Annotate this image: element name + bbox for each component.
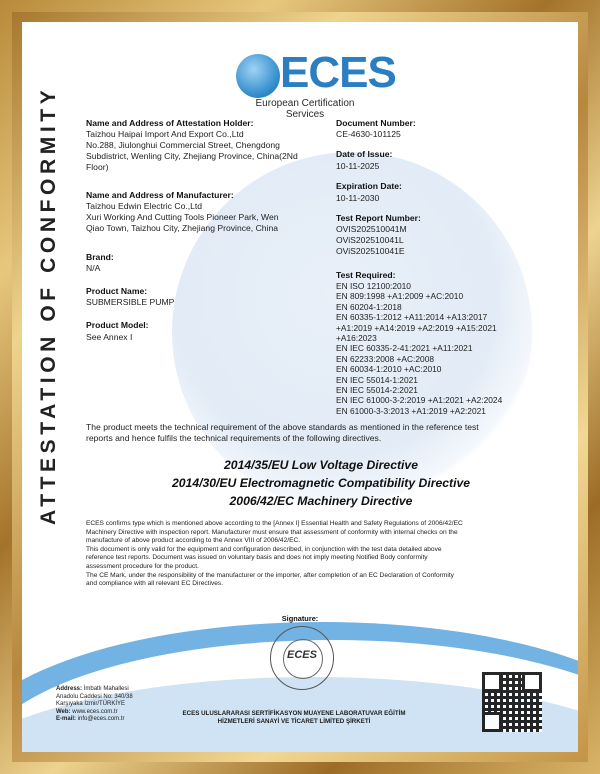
manufacturer-address (86, 201, 279, 234)
company-footer (126, 710, 462, 726)
address-line: Karşıyaka İzmir/TÜRKİYE (56, 701, 126, 708)
email-link[interactable]: info@eces.com.tr (77, 716, 125, 723)
test-report-number: OViS202510041E (336, 246, 405, 256)
holder-line: Taizhou Haipai Import And Export Co.,Ltd (86, 129, 244, 139)
standard-item: EN ISO 12100:2010 (336, 281, 411, 291)
holder-line: Floor) (86, 162, 109, 172)
test-report-number: OViS202510041L (336, 235, 404, 245)
stamp-text: ECES (287, 649, 317, 661)
holder-address (86, 129, 298, 173)
test-report-label: Test Report Number: (336, 213, 421, 223)
manufacturer-line: Xuri Working And Cutting Tools Pioneer Park, Wen (86, 212, 279, 222)
qr-finder (482, 712, 502, 732)
fine-print-line: assessment procedure for the product. (86, 562, 199, 570)
signature-label: Signature: (281, 614, 319, 623)
standard-item: EN IEC 61000-3-2:2019 +A1:2021 +A2:2024 (336, 395, 503, 406)
directive-emc: 2014/30/EU Electromagnetic Compatibility Directive (171, 476, 471, 490)
product-model-value: See Annex I (86, 332, 133, 342)
standard-item: EN 809:1998 +A1:2009 +AC:2010 (336, 291, 464, 302)
standard-item: EN 60335-1:2012 +A11:2014 +A13:2017 (336, 312, 488, 323)
footer-line: HİZMETLERİ SANAYİ VE TİCARET LİMİTED ŞİRKETİ (217, 718, 371, 725)
statement-line: The product meets the technical requirement of the above standards as mentioned in the reference test (86, 422, 479, 432)
test-report-values (336, 224, 407, 257)
manufacturer-line: Qiao Town, Taizhou City, Zhejiang Province, China (86, 223, 279, 233)
web-link[interactable]: www.eces.com.tr (72, 708, 118, 715)
qr-code (482, 672, 542, 732)
fine-print-line: and compliance with all relevant EC Directives. (86, 580, 224, 588)
standard-item: EN 60034-1:2010 +AC:2010 (336, 364, 442, 375)
expiration-date-value: 10-11-2030 (336, 193, 380, 203)
fine-print-line: reference test reports. Document was issued on voluntary basis and does not imply meeting Notified Body conformity (86, 554, 428, 562)
address-line: İmbatlı Mahallesi (83, 686, 129, 692)
standard-item: EN 60204-1:2018 (336, 301, 402, 312)
standard-item: EN 61000-3-3:2013 +A1:2019 +A2:2021 (336, 405, 486, 416)
fine-print (86, 520, 556, 589)
standard-item: EN IEC 55014-2:2021 (336, 385, 418, 396)
expiration-date-label: Expiration Date: (336, 181, 402, 191)
conformity-statement (86, 422, 556, 444)
date-of-issue-value: 10-11-2025 (336, 161, 380, 171)
web-label: Web: (56, 708, 71, 715)
date-of-issue-label: Date of Issue: (336, 149, 393, 159)
standard-item: EN 62233:2008 +AC:2008 (336, 353, 435, 364)
qr-finder (522, 672, 542, 692)
statement-line: reports and hence fulfils the technical requirements of the following directives. (86, 433, 382, 443)
holder-label: Name and Address of Attestation Holder: (86, 118, 254, 128)
address-label: Address: (56, 686, 83, 692)
footer-line: ECES ULUSLARARASI SERTİFİKASYON MUAYENE LABORATUVAR EĞİTİM (182, 710, 406, 717)
logo-subtitle: European Certification Services (255, 98, 355, 120)
qr-finder (482, 672, 502, 692)
test-report-number: OVIS202510041M (336, 224, 407, 234)
eces-stamp (270, 626, 334, 690)
certificate-paper (22, 22, 578, 752)
email-label: E-mail: (56, 716, 77, 723)
product-model-label: Product Model: (86, 320, 149, 330)
eces-logo (236, 48, 396, 102)
globe-icon (236, 54, 280, 98)
manufacturer-label: Name and Address of Manufacturer: (86, 190, 234, 200)
brand-value: N/A (86, 263, 101, 273)
contact-address (56, 686, 133, 724)
fine-print-line: The CE Mark, under the responsibility of the manufacturer or the importer, after completion of an EC Declaration of Conformity (86, 571, 454, 579)
directive-lvd: 2014/35/EU Low Voltage Directive (224, 458, 418, 472)
address-line: Anadolu Caddesi No: 340/38 (56, 693, 133, 700)
brand-label: Brand: (86, 252, 114, 262)
test-required-label: Test Required: (336, 270, 396, 280)
logo-text: ECES (280, 48, 396, 97)
standard-item: +A1:2019 +A14:2019 +A2:2019 +A15:2021 (336, 322, 497, 333)
test-required-list (336, 281, 546, 416)
standard-item: EN IEC 60335-2-41:2021 +A11:2021 (336, 343, 473, 354)
product-name-value: SUBMERSIBLE PUMP (86, 297, 175, 307)
standard-item: EN IEC 55014-1:2021 (336, 374, 418, 385)
document-number-label: Document Number: (336, 118, 416, 128)
directive-machinery: 2006/42/EC Machinery Directive (229, 494, 413, 508)
product-name-label: Product Name: (86, 286, 148, 296)
fine-print-line: ECES confirms type which is mentioned above according to the [Annex I] Essential Health and Safety Regulations of 2006/42/EC (86, 520, 463, 527)
fine-print-line: This document is only valid for the equipment and configuration described, in conjunction with the test data detailed above (86, 545, 442, 553)
standard-item: +A16:2023 (336, 333, 377, 344)
fine-print-line: Machinery Directive with inspection report. Manufacturer must ensure that assessment of conformity with internal checks on the (86, 528, 458, 536)
document-number-value: CE-4630-101125 (336, 129, 401, 139)
holder-line: Subdistrict, Wenling City, Zhejiang Province, China(2Nd (86, 151, 298, 161)
manufacturer-line: Taizhou Edwin Electric Co.,Ltd (86, 201, 203, 211)
side-title: ATTESTATION OF CONFORMITY (37, 85, 60, 525)
fine-print-line: manufacture of above product according to the Annex VIII of 2006/42/EC. (86, 537, 301, 545)
holder-line: No.288, Jiulonghui Commercial Street, Chengdong (86, 140, 280, 150)
